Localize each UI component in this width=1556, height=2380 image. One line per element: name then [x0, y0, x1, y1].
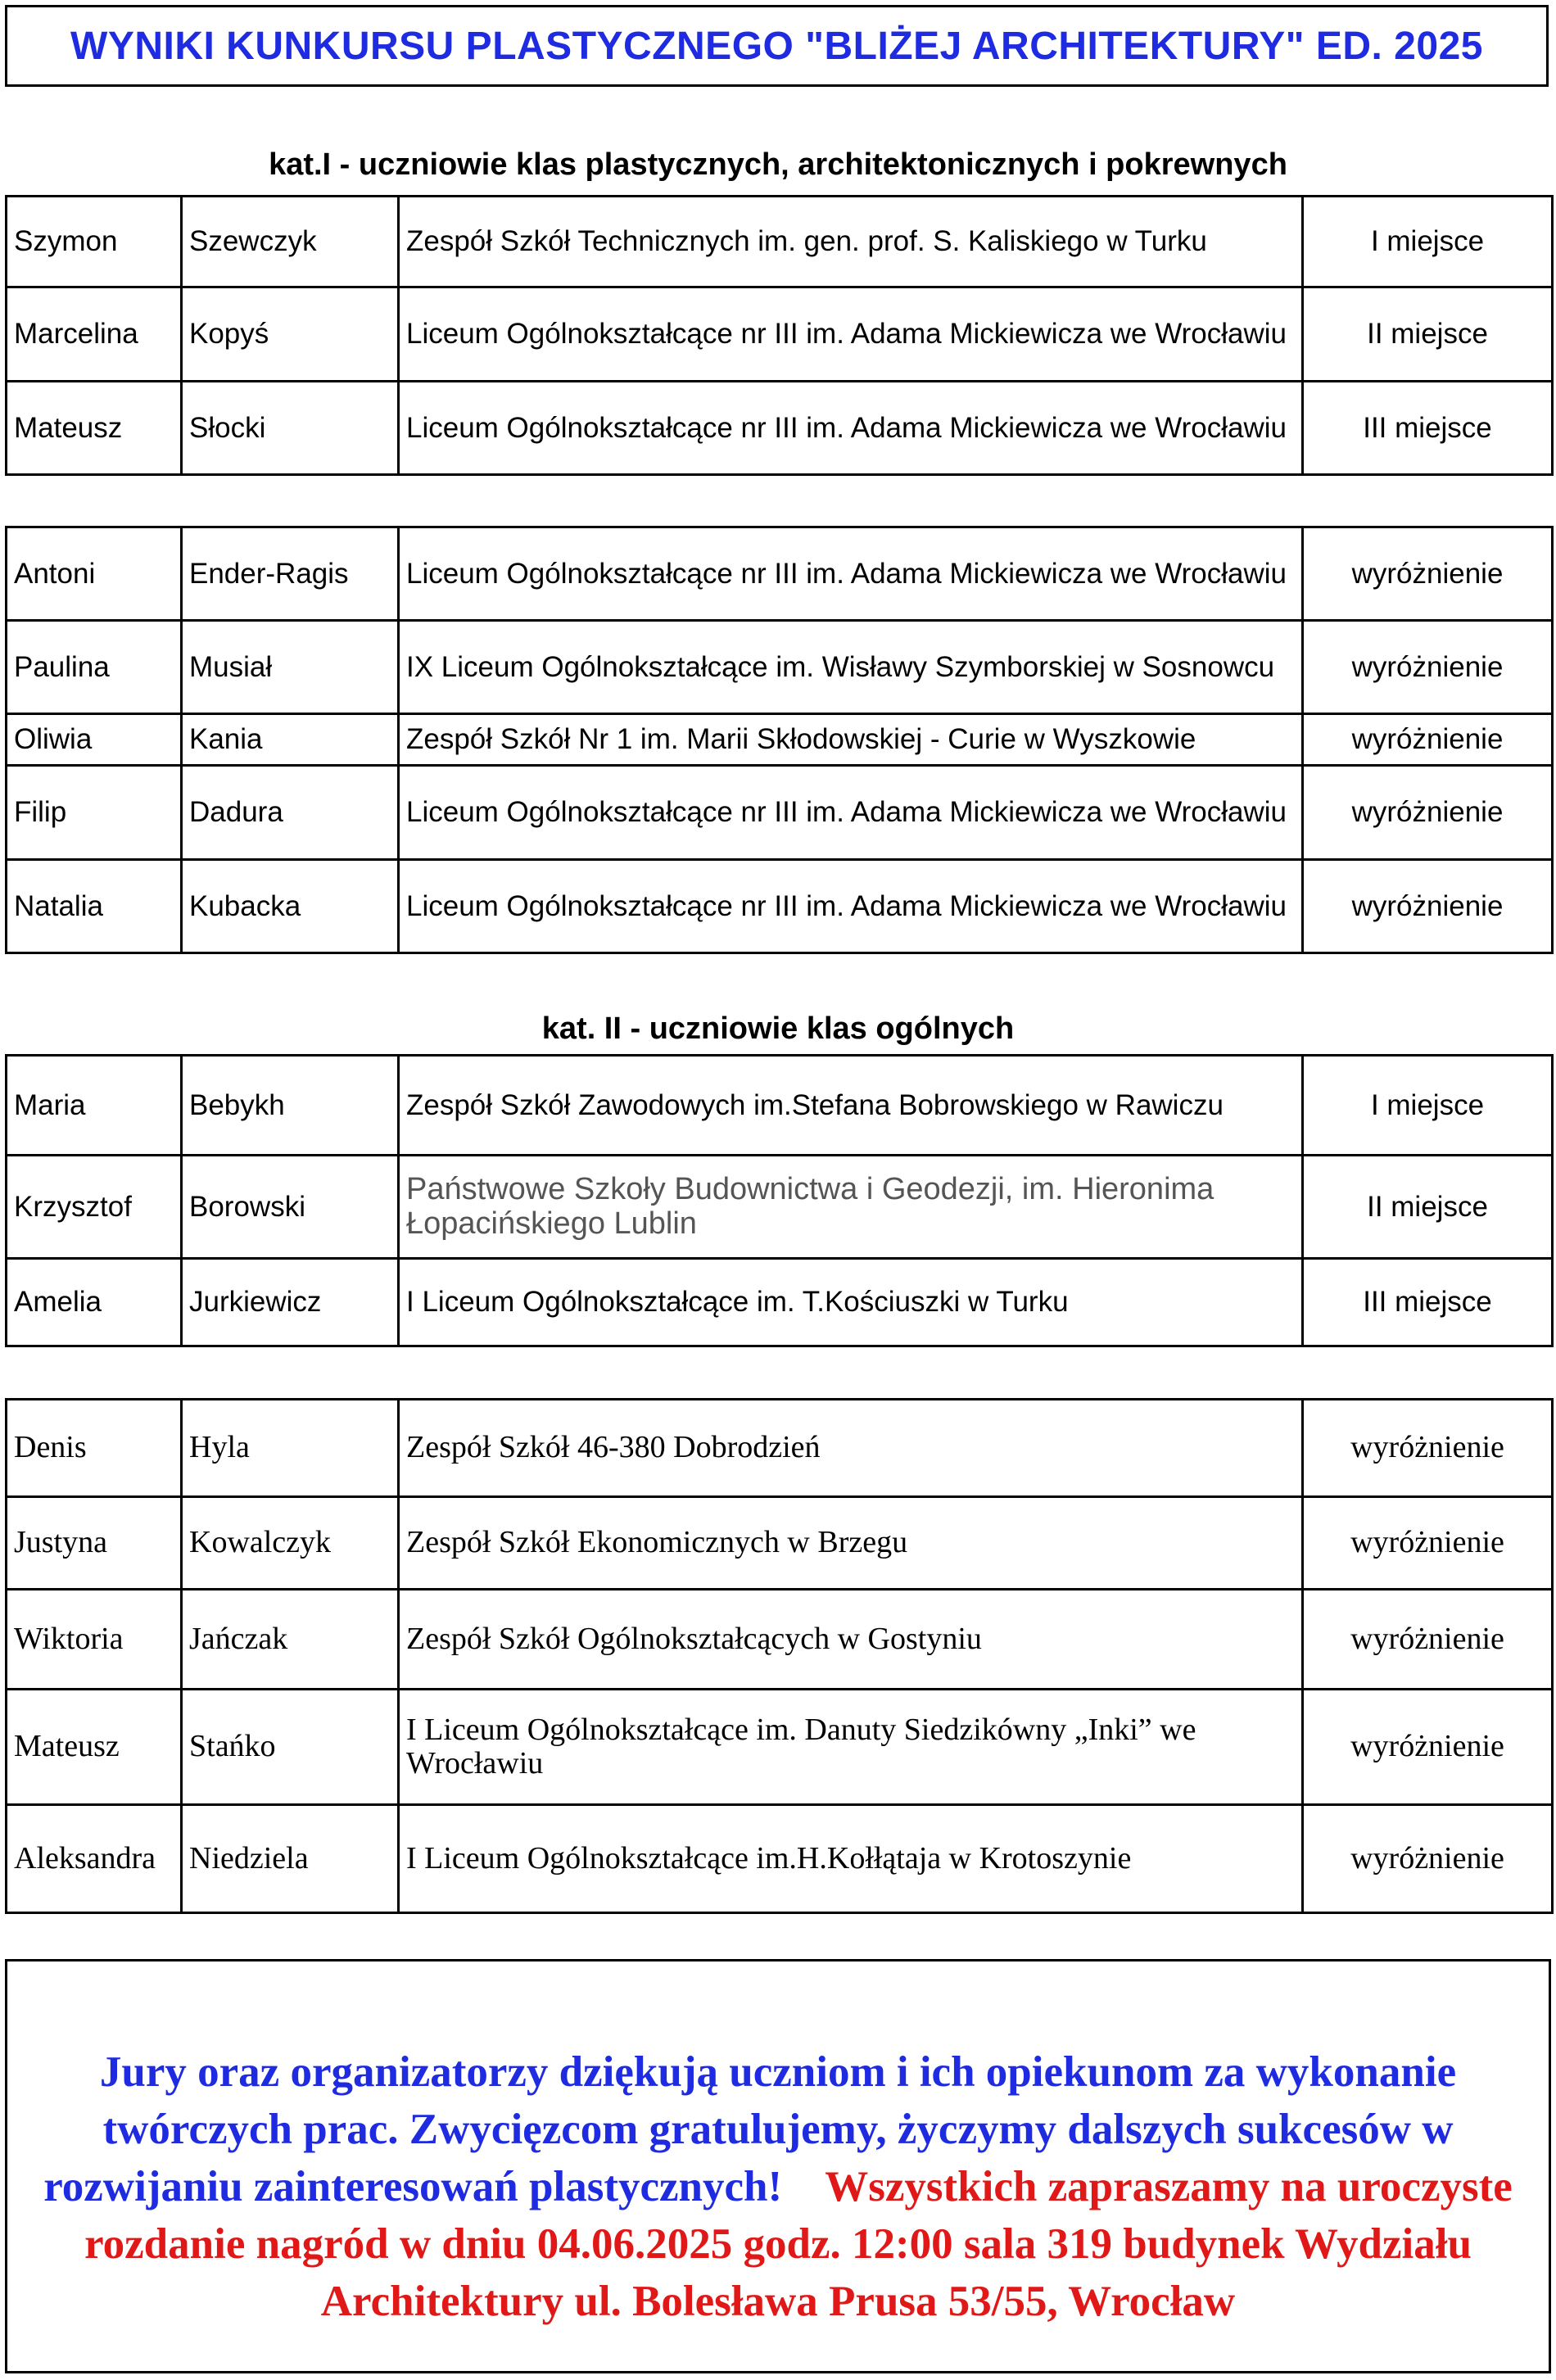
- first-name: Natalia: [7, 860, 182, 953]
- table-row: [7, 1259, 1553, 1346]
- place: wyróżnienie: [1303, 766, 1553, 860]
- table-row: [7, 1690, 1553, 1805]
- table-row: [7, 1400, 1553, 1497]
- place: wyróżnienie: [1303, 621, 1553, 714]
- school: Liceum Ogólnokształcące nr III im. Adama Mickiewicza we Wrocławiu: [399, 287, 1303, 382]
- table-row: [7, 527, 1553, 621]
- first-name: Aleksandra: [7, 1805, 182, 1913]
- table-row: [7, 1590, 1553, 1690]
- page-title: WYNIKI KUNKURSU PLASTYCZNEGO "BLIŻEJ ARCHITEKTURY" ED. 2025: [70, 24, 1483, 68]
- last-name: Borowski: [182, 1156, 399, 1259]
- school: I Liceum Ogólnokształcące im.H.Kołłątaja w Krotoszynie: [399, 1805, 1303, 1913]
- school: Liceum Ogólnokształcące nr III im. Adama Mickiewicza we Wrocławiu: [399, 527, 1303, 621]
- last-name: Jańczak: [182, 1590, 399, 1690]
- title-box: [5, 5, 1549, 87]
- table-row: [7, 1497, 1553, 1590]
- place: wyróżnienie: [1303, 1497, 1553, 1590]
- place: II miejsce: [1303, 287, 1553, 382]
- category-2-distinctions-table: [5, 1398, 1554, 1914]
- table-row: [7, 382, 1553, 475]
- last-name: Jurkiewicz: [182, 1259, 399, 1346]
- place: I miejsce: [1303, 197, 1553, 287]
- last-name: Ender-Ragis: [182, 527, 399, 621]
- place: I miejsce: [1303, 1056, 1553, 1156]
- category-1-distinctions-table: [5, 526, 1554, 954]
- first-name: Filip: [7, 766, 182, 860]
- first-name: Marcelina: [7, 287, 182, 382]
- last-name: Niedziela: [182, 1805, 399, 1913]
- place: wyróżnienie: [1303, 1590, 1553, 1690]
- school: Liceum Ogólnokształcące nr III im. Adama Mickiewicza we Wrocławiu: [399, 382, 1303, 475]
- place: wyróżnienie: [1303, 1805, 1553, 1913]
- school: Zespół Szkół Ekonomicznych w Brzegu: [399, 1497, 1303, 1590]
- first-name: Antoni: [7, 527, 182, 621]
- school: I Liceum Ogólnokształcące im. Danuty Siedzikówny „Inki” we Wrocławiu: [399, 1690, 1303, 1805]
- school: IX Liceum Ogólnokształcące im. Wisławy Szymborskiej w Sosnowcu: [399, 621, 1303, 714]
- first-name: Amelia: [7, 1259, 182, 1346]
- first-name: Justyna: [7, 1497, 182, 1590]
- table-row: [7, 197, 1553, 287]
- place: III miejsce: [1303, 382, 1553, 475]
- table-row: [7, 1056, 1553, 1156]
- place: wyróżnienie: [1303, 860, 1553, 953]
- table-row: [7, 621, 1553, 714]
- last-name: Kubacka: [182, 860, 399, 953]
- table-row: [7, 766, 1553, 860]
- school: Zespół Szkół Technicznych im. gen. prof. S. Kaliskiego w Turku: [399, 197, 1303, 287]
- closing-note: [8, 2043, 1548, 2330]
- school: Zespół Szkół Zawodowych im.Stefana Bobrowskiego w Rawiczu: [399, 1056, 1303, 1156]
- table-row: [7, 714, 1553, 766]
- last-name: Stańko: [182, 1690, 399, 1805]
- first-name: Maria: [7, 1056, 182, 1156]
- category-1-winners-table: [5, 195, 1554, 476]
- last-name: Hyla: [182, 1400, 399, 1497]
- place: wyróżnienie: [1303, 1690, 1553, 1805]
- first-name: Paulina: [7, 621, 182, 714]
- last-name: Szewczyk: [182, 197, 399, 287]
- first-name: Denis: [7, 1400, 182, 1497]
- last-name: Kania: [182, 714, 399, 766]
- closing-note-box: [5, 1959, 1551, 2373]
- invitation-text: Wszystkich zapraszamy na uroczyste rozdanie nagród w dniu 04.06.2025 godz. 12:00 sala 319 budynek Wydziału Architektury ul. Bolesława Prusa 53/55, Wrocław: [84, 2163, 1513, 2325]
- last-name: Słocki: [182, 382, 399, 475]
- table-row: [7, 860, 1553, 953]
- first-name: Oliwia: [7, 714, 182, 766]
- school: Państwowe Szkoły Budownictwa i Geodezji, im. Hieronima Łopacińskiego Lublin: [399, 1156, 1303, 1259]
- first-name: Mateusz: [7, 382, 182, 475]
- thanks-text: Jury oraz organizatorzy dziękują uczniom i ich opiekunom za wykonanie twórczych prac. Zwycięzcom gratulujemy, życzymy dalszych sukcesów w rozwijaniu zainteresowań plastycznych!: [43, 2048, 1457, 2210]
- place: III miejsce: [1303, 1259, 1553, 1346]
- last-name: Bebykh: [182, 1056, 399, 1156]
- table-row: [7, 287, 1553, 382]
- school: Liceum Ogólnokształcące nr III im. Adama Mickiewicza we Wrocławiu: [399, 766, 1303, 860]
- school: Liceum Ogólnokształcące nr III im. Adama Mickiewicza we Wrocławiu: [399, 860, 1303, 953]
- category-2-heading: kat. II - uczniowie klas ogólnych: [541, 1011, 1015, 1046]
- last-name: Dadura: [182, 766, 399, 860]
- last-name: Kopyś: [182, 287, 399, 382]
- place: wyróżnienie: [1303, 714, 1553, 766]
- first-name: Mateusz: [7, 1690, 182, 1805]
- first-name: Wiktoria: [7, 1590, 182, 1690]
- last-name: Kowalczyk: [182, 1497, 399, 1590]
- place: II miejsce: [1303, 1156, 1553, 1259]
- category-1-heading: kat.I - uczniowie klas plastycznych, architektonicznych i pokrewnych: [269, 147, 1287, 182]
- table-row: [7, 1156, 1553, 1259]
- category-2-winners-table: [5, 1054, 1554, 1347]
- school: Zespół Szkół Nr 1 im. Marii Skłodowskiej - Curie w Wyszkowie: [399, 714, 1303, 766]
- school: Zespół Szkół 46-380 Dobrodzień: [399, 1400, 1303, 1497]
- place: wyróżnienie: [1303, 1400, 1553, 1497]
- table-row: [7, 1805, 1553, 1913]
- school: Zespół Szkół Ogólnokształcących w Gostyniu: [399, 1590, 1303, 1690]
- place: wyróżnienie: [1303, 527, 1553, 621]
- school: I Liceum Ogólnokształcące im. T.Kościuszki w Turku: [399, 1259, 1303, 1346]
- last-name: Musiał: [182, 621, 399, 714]
- first-name: Krzysztof: [7, 1156, 182, 1259]
- first-name: Szymon: [7, 197, 182, 287]
